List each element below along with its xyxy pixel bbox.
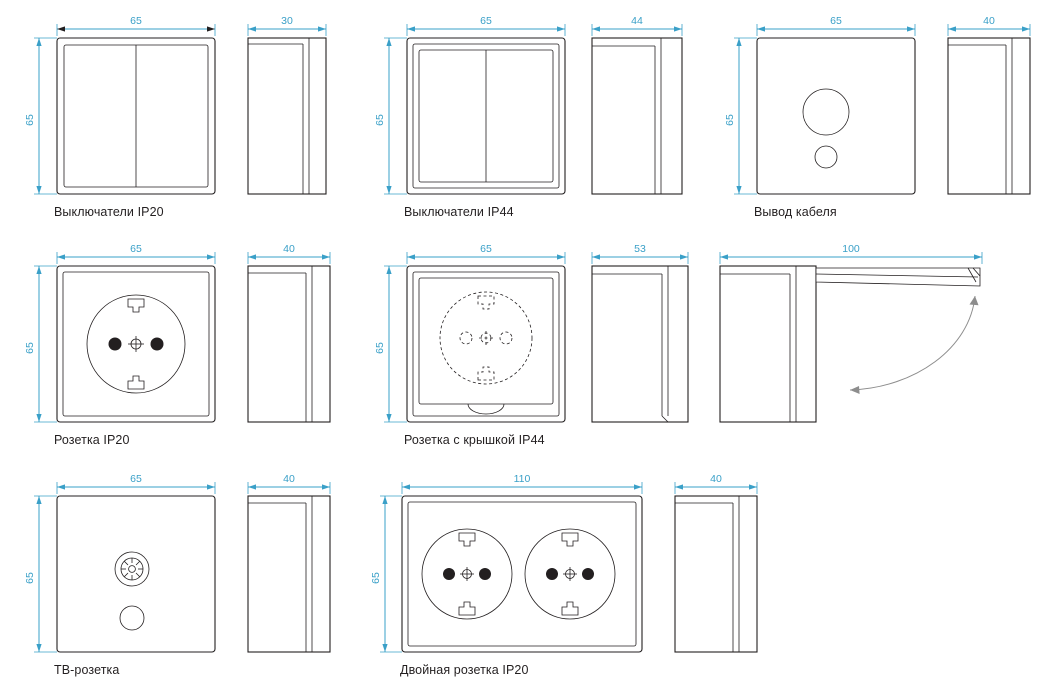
dimension-front-height [24,496,57,652]
dim-front-height-label: 65 [24,114,36,126]
dimension-front-height [24,38,57,194]
dim-side-width-label: 40 [283,473,295,485]
socket-pin-left [109,338,122,351]
dimension-side-width [592,15,682,36]
socket-pin-left [443,568,455,580]
front-view [57,266,215,422]
caption-socket-lid-ip44: Розетка с крышкой IP44 [404,433,545,447]
cable-gland-large [803,89,849,135]
dimension-front-height [374,38,407,194]
front-view [57,496,215,652]
side-view-open [720,266,980,422]
dim-front-width-label: 65 [130,15,142,27]
dim-side-width-label: 53 [634,243,646,255]
front-view [757,38,915,194]
socket-left [422,529,512,619]
dim-side-width-label: 30 [281,15,293,27]
item-double-socket-ip20 [370,468,770,677]
caption-tv-socket: ТВ-розетка [54,663,120,677]
dim-front-width-label: 65 [480,243,492,255]
dimension-front-width [402,473,642,494]
side-view [248,266,330,422]
caption-switch-ip20: Выключатели IP20 [54,205,164,219]
item-socket-ip20 [20,238,340,447]
dim-front-width-label: 65 [480,15,492,27]
tv-socket-screw [120,606,144,630]
dim-open-width-label: 100 [842,243,860,255]
side-view [248,38,326,194]
item-socket-lid-ip44 [370,238,1030,447]
dim-front-height-label: 65 [724,114,736,126]
dimension-front-width [57,473,215,494]
dimension-front-height [724,38,757,194]
cable-gland-small [815,146,837,168]
socket-pin-right [151,338,164,351]
dimension-side-width [948,15,1030,36]
caption-socket-ip20: Розетка IP20 [54,433,130,447]
item-cable-outlet [720,10,1040,219]
dimension-open-width [720,243,982,264]
dimension-side-width [592,243,688,264]
dimension-front-width [57,15,215,36]
dimension-side-width [248,243,330,264]
side-view [948,38,1030,194]
front-view [57,38,215,194]
dimension-front-height [24,266,57,422]
caption-cable-outlet: Вывод кабеля [754,205,837,219]
dimension-front-width [757,15,915,36]
tv-coaxial-connector [115,552,149,586]
dim-side-width-label: 40 [283,243,295,255]
caption-double-socket-ip20: Двойная розетка IP20 [400,663,529,677]
dim-front-height-label: 65 [374,114,386,126]
item-tv-socket [20,468,340,677]
dim-side-width-label: 40 [710,473,722,485]
caption-switch-ip44: Выключатели IP44 [404,205,514,219]
side-view [248,496,330,652]
dimension-side-width [248,473,330,494]
open-lid [816,268,980,286]
dim-front-width-label: 65 [130,473,142,485]
dim-front-height-label: 65 [24,572,36,584]
socket-pin-right [479,568,491,580]
side-view-closed [592,266,688,422]
socket-right [525,529,615,619]
socket-pin-left [546,568,558,580]
side-view [675,496,757,652]
dim-front-height-label: 65 [24,342,36,354]
dimension-front-height [370,496,402,652]
dimension-front-width [407,243,565,264]
dim-front-width-label: 65 [830,15,842,27]
dim-front-width-label: 65 [130,243,142,255]
dimension-front-width [57,243,215,264]
dim-front-height-label: 65 [370,572,382,584]
dim-side-width-label: 44 [631,15,643,27]
dim-front-height-label: 65 [374,342,386,354]
dimension-front-width [407,15,565,36]
side-view [592,38,682,194]
open-direction-arrow [850,296,975,390]
dimension-side-width [248,15,326,36]
front-view [402,496,642,652]
socket-pin-right [582,568,594,580]
dimension-side-width [675,473,757,494]
item-switch-ip20 [20,10,340,219]
front-view [407,266,565,422]
dim-front-width-label: 110 [513,473,531,485]
front-view [407,38,565,194]
item-switch-ip44 [370,10,690,219]
dimension-front-height [374,266,407,422]
dim-side-width-label: 40 [983,15,995,27]
